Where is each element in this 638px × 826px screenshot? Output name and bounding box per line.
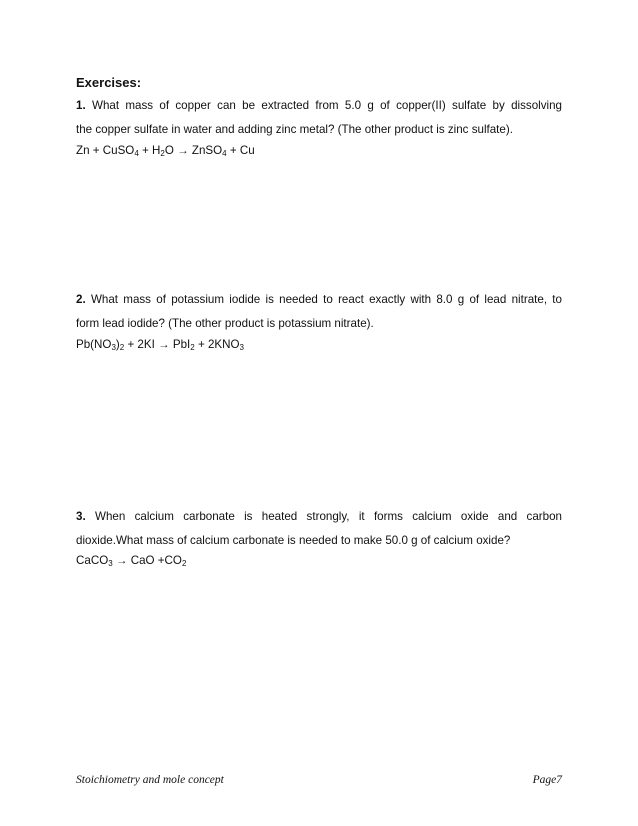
question-1-text-1: What mass of copper can be extracted from 5.0 g of copper(II) sulfate by dissolving xyxy=(92,99,562,112)
equation-3-sub-b: 2 xyxy=(181,559,187,568)
equation-1-part-b: + H xyxy=(138,144,161,157)
equation-1-sub-b: 2 xyxy=(160,149,165,158)
question-2-line-2: form lead iodide? (The other product is potassium nitrate). xyxy=(76,317,374,330)
question-2-line-1 xyxy=(76,288,562,312)
equation-2-part-c: + 2KI → PbI xyxy=(124,338,191,351)
equation-1-sub-c: 4 xyxy=(222,149,227,158)
equation-3-part-b: → CaO +CO xyxy=(112,554,182,567)
equation-1-part-a: Zn + CuSO xyxy=(76,144,135,157)
question-1-line-2: the copper sulfate in water and adding zinc metal? (The other product is zinc sulfate). xyxy=(76,123,513,136)
question-2 xyxy=(76,288,562,336)
equation-2 xyxy=(76,337,244,353)
equation-2-sub-a: 3 xyxy=(111,343,116,352)
equation-2-sub-b: 2 xyxy=(119,343,125,352)
equation-3-part-a: CaCO xyxy=(76,554,109,567)
equation-1-sub-a: 4 xyxy=(134,149,139,158)
exercises-heading: Exercises: xyxy=(76,75,142,90)
question-3-number: 3. xyxy=(76,510,86,523)
equation-3-sub-a: 3 xyxy=(108,559,113,568)
equation-2-sub-c: 2 xyxy=(190,343,195,352)
equation-3 xyxy=(76,553,186,569)
question-3-line-2: dioxide.What mass of calcium carbonate is needed to make 50.0 g of calcium oxide? xyxy=(76,534,511,547)
equation-1-part-d: + Cu xyxy=(226,144,255,157)
question-3 xyxy=(76,505,562,553)
question-3-line-1 xyxy=(76,505,562,529)
question-1 xyxy=(76,94,562,142)
equation-1 xyxy=(76,143,255,159)
equation-2-part-d: + 2KNO xyxy=(194,338,240,351)
question-3-text-1: When calcium carbonate is heated strongly, it forms calcium oxide and carbon xyxy=(95,510,562,523)
equation-2-sub-d: 3 xyxy=(239,343,244,352)
footer-title: Stoichiometry and mole concept xyxy=(76,774,224,786)
question-2-text-1: What mass of potassium iodide is needed to react exactly with 8.0 g of lead nitrate, to xyxy=(90,293,562,306)
question-2-number: 2. xyxy=(76,293,86,306)
footer-page-number: Page7 xyxy=(532,774,562,786)
question-1-line-1 xyxy=(76,94,562,118)
equation-2-part-a: Pb(NO xyxy=(76,338,112,351)
question-1-number: 1. xyxy=(76,99,86,112)
equation-1-part-c: O → ZnSO xyxy=(164,144,223,157)
equation-2-part-b: ) xyxy=(115,338,120,351)
